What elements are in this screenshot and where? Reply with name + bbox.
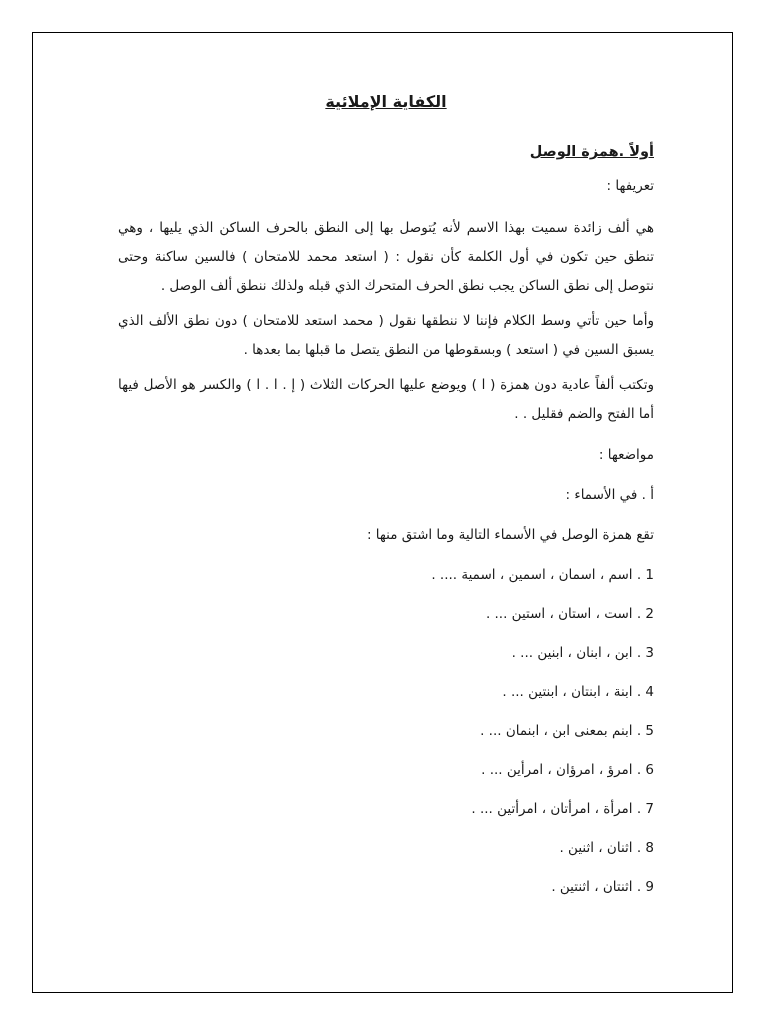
document-title: الكفاية الإملائية — [325, 92, 447, 111]
section-heading: أولاً .همزة الوصل — [529, 144, 654, 160]
list-item: 7 . امرأة ، امرأتان ، امرأتين ... . — [471, 801, 654, 817]
list-item: 3 . ابن ، ابنان ، ابنين ... . — [511, 645, 654, 661]
list-item: 4 . ابنة ، ابنتان ، ابنتين ... . — [502, 684, 654, 700]
middle-usage-paragraph: وأما حين تأتي وسط الكلام فإننا لا ننطقها نقول ( محمد استعد للامتحان ) دون نطق الألف الذي يسبق السين في ( استعد ) وبسقوطها من النطق يتصل ما قبلها بما بعدها . — [118, 313, 654, 358]
positions-label: مواضعها : — [598, 447, 654, 463]
list-item: 5 . ابنم بمعنى ابن ، ابنمان ... . — [480, 723, 654, 739]
definition-label: تعريفها : — [606, 178, 654, 194]
nouns-list — [118, 563, 654, 899]
list-item: 9 . اثنتان ، اثنتين . — [551, 879, 654, 895]
document-body — [118, 84, 654, 914]
nouns-label: أ . في الأسماء : — [565, 487, 654, 503]
nouns-intro: تقع همزة الوصل في الأسماء التالية وما اشتق منها : — [366, 527, 654, 543]
list-item: 8 . اثنان ، اثنين . — [559, 840, 654, 856]
list-item: 2 . است ، استان ، استين ... . — [485, 606, 654, 622]
list-item: 1 . اسم ، اسمان ، اسمين ، اسمية .... . — [431, 567, 654, 583]
list-item: 6 . امرؤ ، امرؤان ، امرأين ... . — [481, 762, 654, 778]
definition-paragraph: هي ألف زائدة سميت بهذا الاسم لأنه يُتوصل بها إلى النطق بالحرف الساكن الذي يليها ، وهي تنطق حين تكون في أول الكلمة كأن نقول : ( استعد محمد للامتحان ) فالسين ساكنة وحتى نتوصل إلى نطق الساكن يجب نطق الحرف المتحرك الذي قبله ولذلك ننطق ألف الوصل . — [118, 220, 654, 294]
writing-paragraph: وتكتب ألفاً عادية دون همزة ( ا ) ويوضع عليها الحركات الثلاث ( إ . ا . ا ) والكسر هو الأصل فيها أما الفتح والضم فقليل . . — [118, 377, 654, 422]
